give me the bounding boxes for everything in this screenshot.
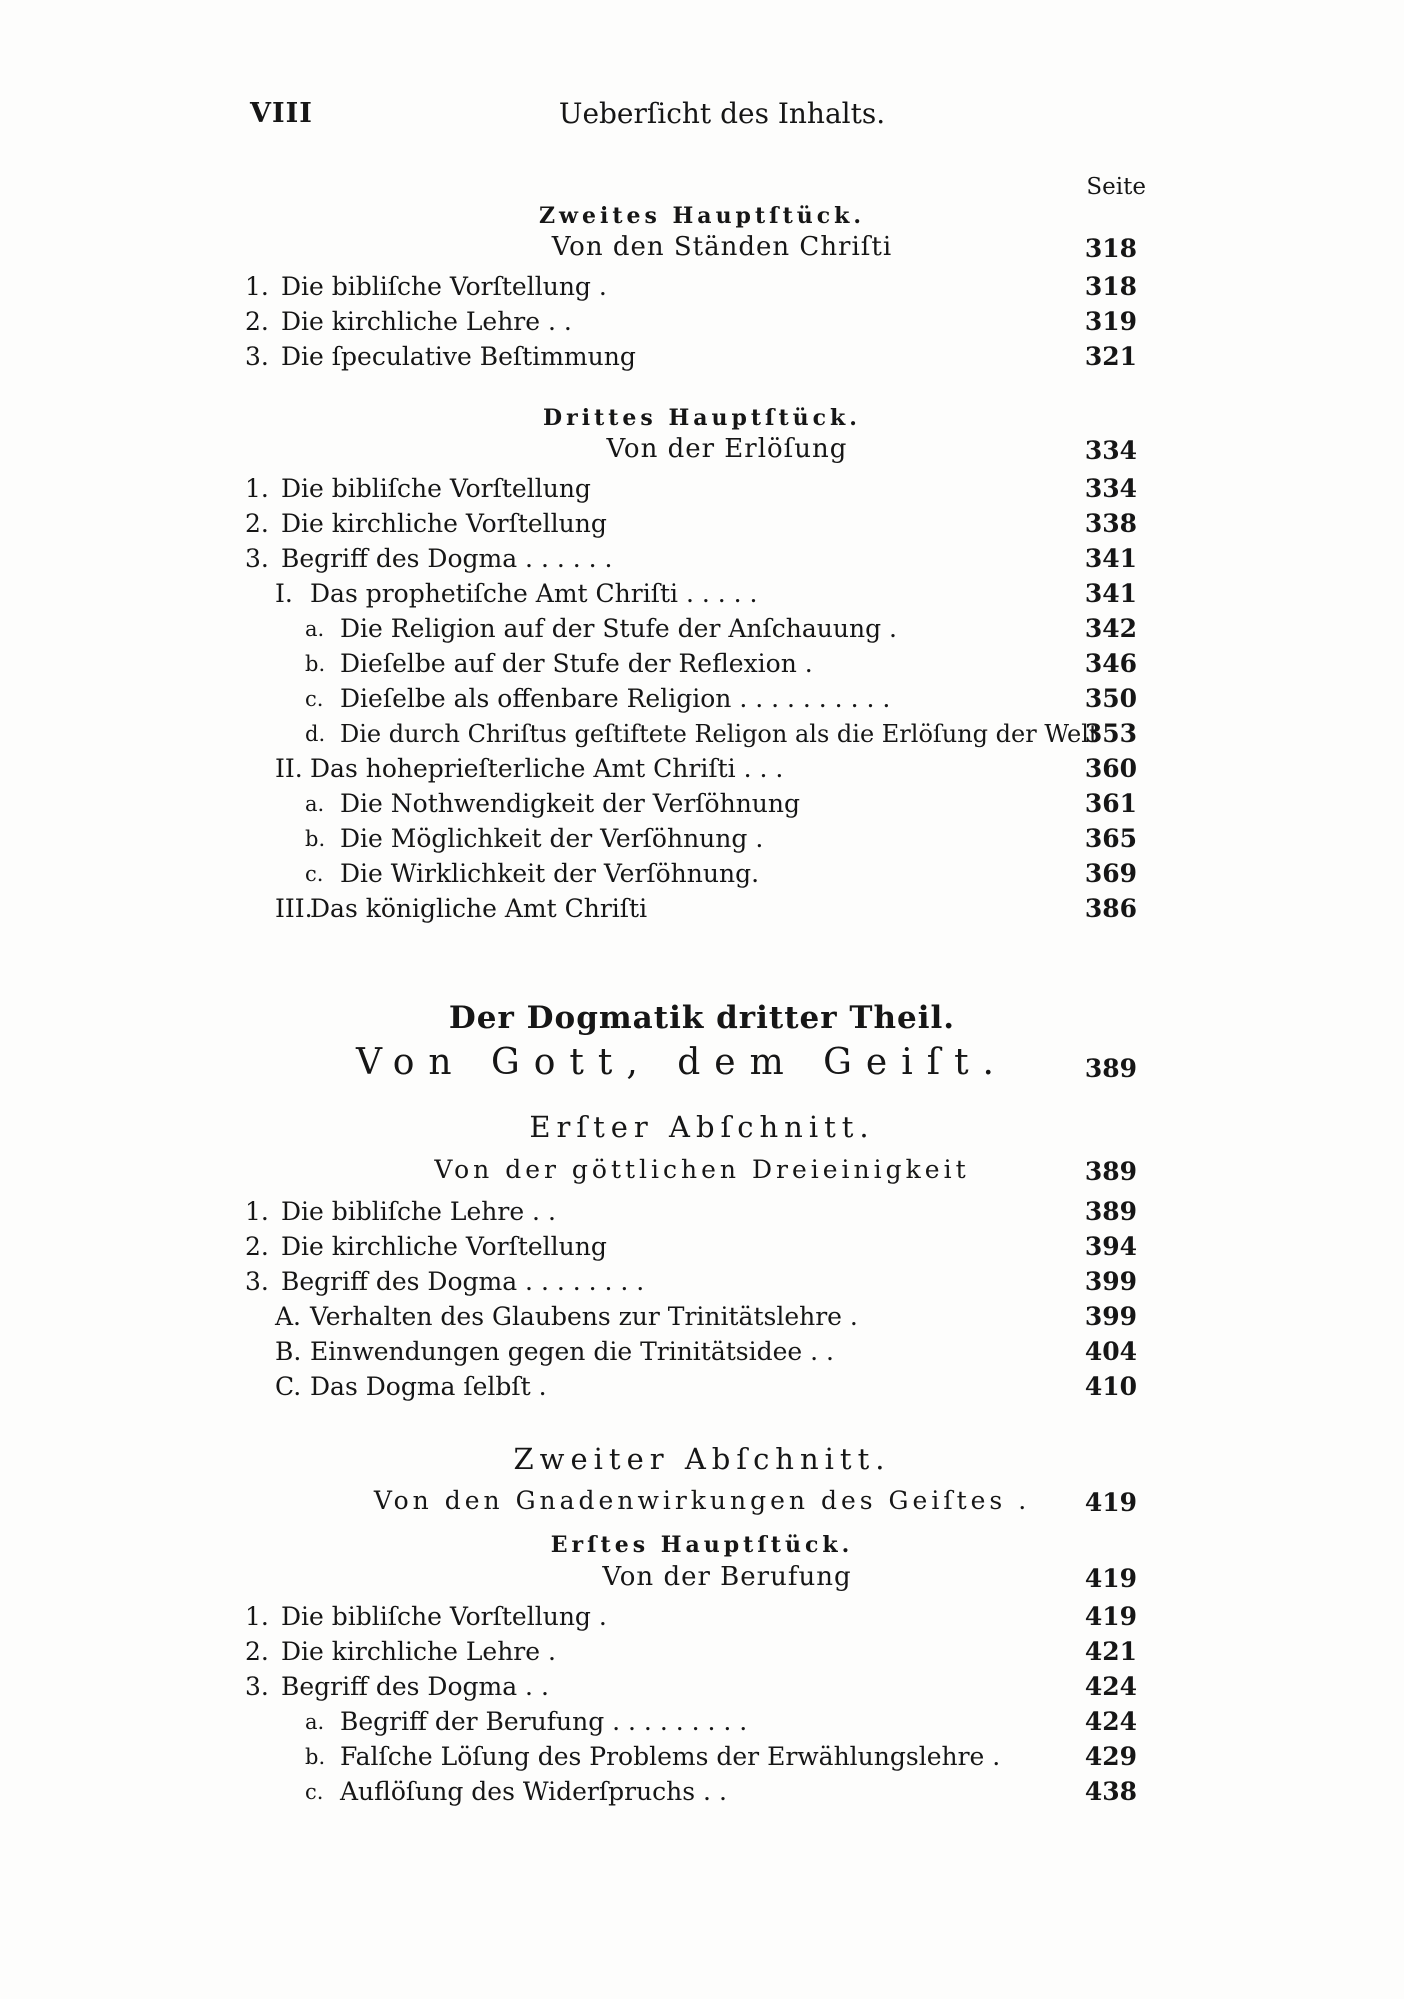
- page-number: VIII: [250, 98, 313, 129]
- toc-text: Das Dogma ſelbſt .: [310, 1372, 547, 1401]
- toc-number: 2.: [245, 307, 269, 336]
- toc-text: Das prophetiſche Amt Chriſti . . . . .: [310, 579, 758, 608]
- section-title: Von den Ständen Chriſti: [551, 232, 893, 262]
- toc-row: [245, 1600, 1137, 1634]
- toc-row: [245, 822, 1137, 856]
- toc-number: 3.: [245, 544, 269, 573]
- toc-page: 399: [1084, 1267, 1137, 1296]
- section-title: Von der Erlöſung: [606, 434, 848, 464]
- toc-row: [245, 340, 1137, 374]
- toc-row: [245, 647, 1137, 681]
- toc-row: [245, 1335, 1137, 1369]
- toc-page: 424: [1084, 1707, 1137, 1736]
- toc-text: Die kirchliche Lehre .: [281, 1637, 556, 1666]
- toc-text: Falſche Löſung des Problems der Erwählungslehre .: [340, 1742, 1001, 1771]
- toc-row: [245, 857, 1137, 891]
- toc-page: 338: [1084, 509, 1137, 538]
- toc-number: b.: [305, 827, 326, 851]
- toc-text: Verhalten des Glaubens zur Trinitätslehre .: [310, 1302, 858, 1331]
- toc-number: 1.: [245, 1602, 269, 1631]
- toc-number: c.: [305, 862, 324, 886]
- toc-text: Die Religion auf der Stufe der Anſchauung .: [340, 614, 897, 643]
- toc-text: Dieſelbe als offenbare Religion . . . . . . . . . .: [340, 684, 891, 713]
- toc-text: Die Möglichkeit der Verſöhnung .: [340, 824, 764, 853]
- section-title-page: 334: [1084, 436, 1137, 465]
- toc-text: Die bibliſche Lehre . .: [281, 1197, 556, 1226]
- toc-row: [245, 787, 1137, 821]
- toc-page: 361: [1084, 789, 1137, 818]
- section-title: Von der Berufung: [602, 1562, 852, 1592]
- toc-number: c.: [305, 1780, 324, 1804]
- toc-row: [245, 1230, 1137, 1264]
- toc-text: Dieſelbe auf der Stufe der Reflexion .: [340, 649, 813, 678]
- abschnitt-label: Zweiter Abſchnitt.: [513, 1442, 891, 1476]
- toc-number: 2.: [245, 509, 269, 538]
- toc-row: [245, 1740, 1137, 1774]
- toc-page: 353: [1084, 719, 1137, 748]
- toc-page: 410: [1084, 1372, 1137, 1401]
- toc-text: Begriff des Dogma . . . . . .: [281, 544, 613, 573]
- toc-row: [245, 1775, 1137, 1809]
- toc-number: II.: [275, 754, 303, 783]
- toc-text: Die ſpeculative Beſtimmung: [281, 342, 636, 371]
- toc-number: 3.: [245, 342, 269, 371]
- part-title: Der Dogmatik dritter Theil.: [448, 1000, 956, 1036]
- toc-page: 346: [1084, 649, 1137, 678]
- abschnitt-title: Von den Gnadenwirkungen des Geiſtes .: [373, 1486, 1031, 1515]
- toc-page: 350: [1084, 684, 1137, 713]
- toc-row: [245, 682, 1137, 716]
- toc-page: 419: [1084, 1602, 1137, 1631]
- toc-text: Die bibliſche Vorſtellung: [281, 474, 591, 503]
- toc-number: A.: [275, 1302, 302, 1331]
- toc-number: c.: [305, 687, 324, 711]
- toc-text: Die kirchliche Vorſtellung: [281, 509, 607, 538]
- toc-text: Die Wirklichkeit der Verſöhnung.: [340, 859, 760, 888]
- toc-number: 2.: [245, 1637, 269, 1666]
- part-subtitle: Von Gott, dem Geiſt.: [356, 1042, 1008, 1083]
- toc-number: a.: [305, 792, 325, 816]
- running-title: Ueberſicht des Inhalts.: [558, 97, 886, 130]
- toc-page: 341: [1084, 579, 1137, 608]
- toc-page: 360: [1084, 754, 1137, 783]
- toc-number: B.: [275, 1337, 302, 1366]
- toc-number: 1.: [245, 474, 269, 503]
- toc-row: [245, 752, 1137, 786]
- toc-page: 342: [1084, 614, 1137, 643]
- toc-page: 399: [1084, 1302, 1137, 1331]
- abschnitt-title-page: 419: [1084, 1488, 1137, 1517]
- toc-row: [245, 1635, 1137, 1669]
- toc-number: a.: [305, 1710, 325, 1734]
- toc-row: [245, 1300, 1137, 1334]
- toc-number: C.: [275, 1372, 302, 1401]
- section-label: Erſtes Hauptſtück.: [550, 1532, 854, 1558]
- toc-number: a.: [305, 617, 325, 641]
- toc-text: Auflöſung des Widerſpruchs . .: [340, 1777, 727, 1806]
- toc-row: [245, 1370, 1137, 1404]
- toc-page: 421: [1084, 1637, 1137, 1666]
- toc-page: 424: [1084, 1672, 1137, 1701]
- toc-text: Die bibliſche Vorſtellung .: [281, 1602, 607, 1631]
- toc-number: I.: [275, 579, 293, 608]
- toc-row: [245, 472, 1137, 506]
- toc-page: 386: [1084, 894, 1137, 923]
- toc-number: 1.: [245, 1197, 269, 1226]
- part-page: 389: [1084, 1054, 1137, 1083]
- toc-row: [245, 305, 1137, 339]
- toc-row: [245, 270, 1137, 304]
- toc-row: [245, 542, 1137, 576]
- column-header-seite: Seite: [1086, 174, 1146, 200]
- toc-text: Begriff der Berufung . . . . . . . . .: [340, 1707, 748, 1736]
- toc-text: Die kirchliche Vorſtellung: [281, 1232, 607, 1261]
- toc-text: Das königliche Amt Chriſti: [310, 894, 648, 923]
- toc-number: III.: [275, 894, 313, 923]
- toc-number: 2.: [245, 1232, 269, 1261]
- toc-text: Die kirchliche Lehre . .: [281, 307, 572, 336]
- toc-page: 438: [1084, 1777, 1137, 1806]
- toc-row: [245, 577, 1137, 611]
- toc-row: [245, 1705, 1137, 1739]
- toc-page: 334: [1084, 474, 1137, 503]
- section-label: Drittes Hauptſtück.: [543, 405, 861, 431]
- toc-text: Einwendungen gegen die Trinitätsidee . .: [310, 1337, 834, 1366]
- toc-text: Die bibliſche Vorſtellung .: [281, 272, 607, 301]
- toc-row: [245, 717, 1137, 751]
- toc-page: 365: [1084, 824, 1137, 853]
- toc-row: [245, 1265, 1137, 1299]
- toc-text: Die Nothwendigkeit der Verſöhnung: [340, 789, 800, 818]
- toc-page: 394: [1084, 1232, 1137, 1261]
- abschnitt-label: Erſter Abſchnitt.: [529, 1110, 875, 1144]
- toc-page: 319: [1084, 307, 1137, 336]
- toc-page: 369: [1084, 859, 1137, 888]
- toc-text: Die durch Chriſtus geſtiftete Religon als die Erlöſung der Welt: [340, 720, 1099, 748]
- toc-page: 318: [1084, 272, 1137, 301]
- toc-row: [245, 892, 1137, 926]
- toc-number: b.: [305, 1745, 326, 1769]
- toc-page: 321: [1084, 342, 1137, 371]
- toc-row: [245, 1195, 1137, 1229]
- toc-text: Das hoheprieſterliche Amt Chriſti . . .: [310, 754, 784, 783]
- section-title-page: 419: [1084, 1564, 1137, 1593]
- toc-number: b.: [305, 652, 326, 676]
- toc-text: Begriff des Dogma . . . . . . . .: [281, 1267, 645, 1296]
- toc-page: 429: [1084, 1742, 1137, 1771]
- toc-row: [245, 507, 1137, 541]
- toc-text: Begriff des Dogma . .: [281, 1672, 549, 1701]
- toc-number: d.: [305, 722, 326, 746]
- abschnitt-title-page: 389: [1084, 1157, 1137, 1186]
- toc-row: [245, 1670, 1137, 1704]
- toc-number: 3.: [245, 1267, 269, 1296]
- abschnitt-title: Von der göttlichen Dreieinigkeit: [434, 1155, 970, 1184]
- toc-page: 341: [1084, 544, 1137, 573]
- section-label: Zweites Hauptſtück.: [538, 203, 866, 229]
- toc-page: 404: [1084, 1337, 1137, 1366]
- toc-number: 1.: [245, 272, 269, 301]
- section-title-page: 318: [1084, 234, 1137, 263]
- toc-page: 389: [1084, 1197, 1137, 1226]
- toc-row: [245, 612, 1137, 646]
- toc-number: 3.: [245, 1672, 269, 1701]
